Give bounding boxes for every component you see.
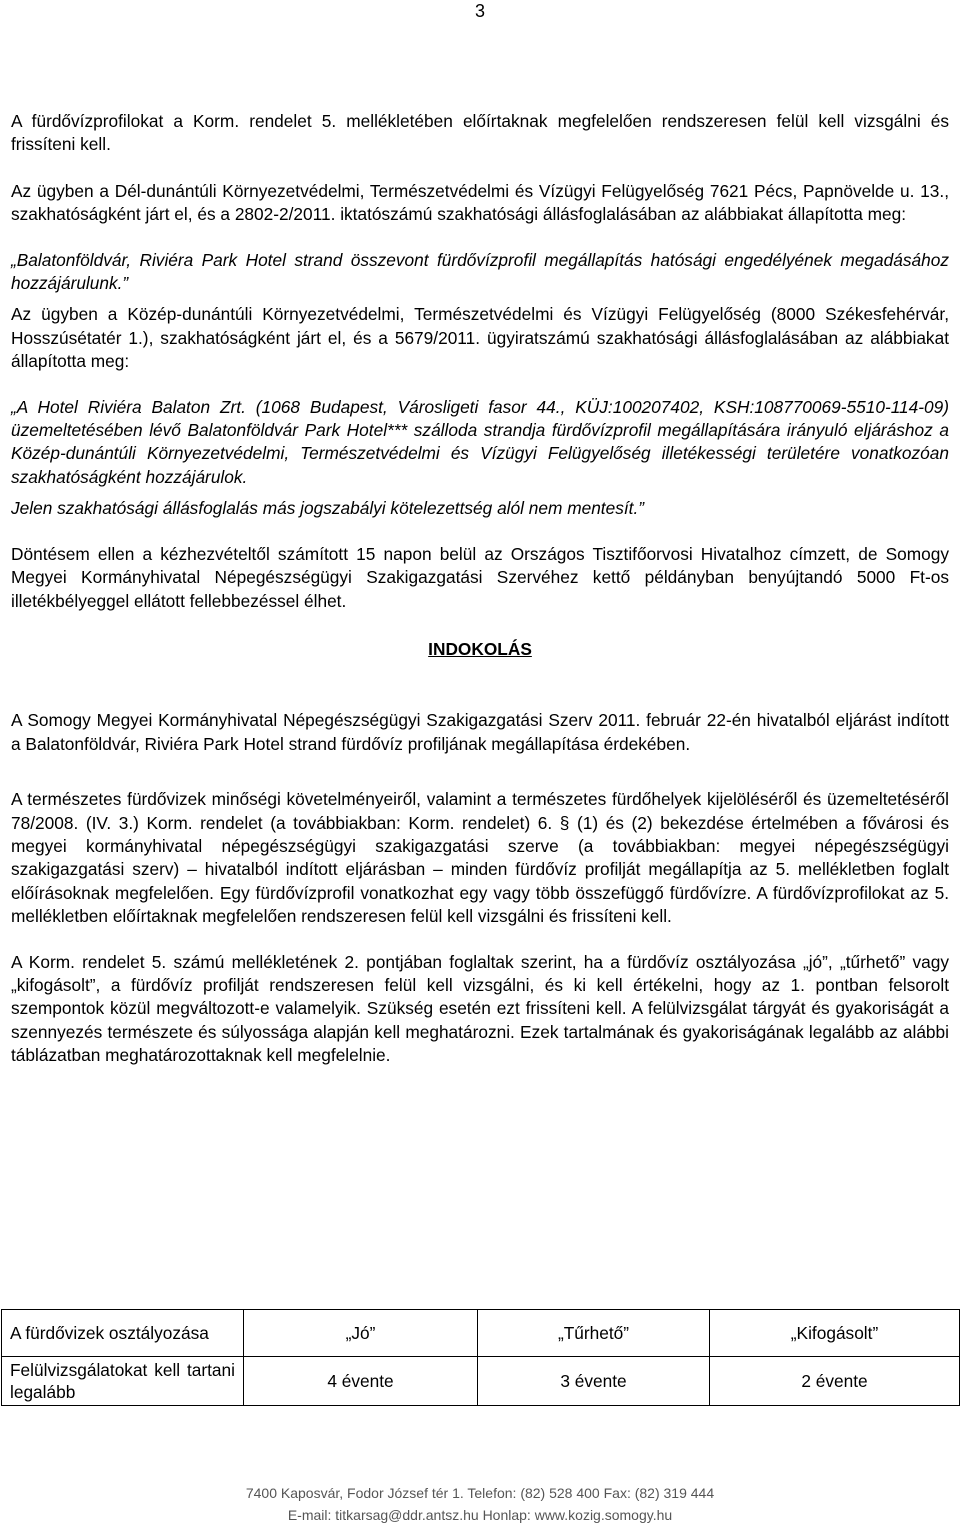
table-header-good: „Jó” [244, 1310, 478, 1357]
quote-central-authority-consent: „A Hotel Riviéra Balaton Zrt. (1068 Budapest, Városligeti fasor 44., KÜJ:100207402, KSH:108770069-5510-114-09) üzemeltetésében lévő Balatonföldvár Park Hotel*** szálloda strandja fürdővízprofil megállapítására irányuló eljáráshoz a Közép-dunántúli Környezetvédelmi, Természetvédelmi és Vízügyi Felügyelőség illetékességi területére vonatkozóan szakhatóságként hozzájárulok. [11, 396, 949, 487]
footer-address: 7400 Kaposvár, Fodor József tér 1. Telefon: (82) 528 400 Fax: (82) 319 444 [245, 1485, 715, 1501]
table-header-tolerable: „Tűrhető” [478, 1310, 710, 1357]
paragraph-profile-review: A fürdővízprofilokat a Korm. rendelet 5. mellékletében előírtaknak megfelelően rendszeresen felül kell vizsgálni és frissíteni kell. [11, 111, 949, 155]
footer-contact: E-mail: titkarsag@ddr.antsz.hu Honlap: www.kozig.somogy.hu [287, 1507, 673, 1523]
paragraph-central-transdanubian-authority: Az ügyben a Közép-dunántúli Környezetvédelmi, Természetvédelmi és Vízügyi Felügyelőség (8000 Székesfehérvár, Hosszúsétatér 1.), szakhatóságként járt el, és a 5679/2011. ügyiratszámú szakhatósági állásfoglalásában az alábbiakat állapította meg: [11, 304, 949, 372]
table-header-classification: A fürdővizek osztályozása [2, 1310, 244, 1357]
table-cell-good-frequency: 4 évente [244, 1357, 478, 1406]
paragraph-procedure-start: A Somogy Megyei Kormányhivatal Népegészségügyi Szakigazgatási Szerv 2011. február 22-én hivatalból eljárást indított a Balatonföldvár, Riviéra Park Hotel strand fürdővíz profiljának megállapítása érdekében. [11, 710, 949, 754]
table-row [2, 1310, 960, 1357]
page-number: 3 [474, 1, 485, 21]
section-heading-indokolas: INDOKOLÁS [428, 638, 532, 659]
paragraph-appeal-rights: Döntésem ellen a kézhezvételtől számított 15 napon belül az Országos Tisztifőorvosi Hivatalhoz címzett, de Somogy Megyei Kormányhivatal Népegészségügyi Szakigazgatási Szervéhez kettő példányban benyújtandó 5000 Ft-os illetékbélyeggel ellátott fellebbezéssel élhet. [11, 543, 949, 611]
table-cell-objectionable-frequency: 2 évente [710, 1357, 960, 1406]
review-frequency-table [1, 1309, 960, 1406]
table-header-objectionable: „Kifogásolt” [710, 1310, 960, 1357]
paragraph-review-frequency: A Korm. rendelet 5. számú mellékletének 2. pontjában foglaltak szerint, ha a fürdővíz osztályozása „jó”, „tűrhető” vagy „kifogásolt”, a fürdővíz profilját rendszeresen felül kell vizsgálni, és ki kell értékelni, hogy az 1. pontban felsorolt szempontok közül megváltozott-e valamelyik. Szükség esetén ezt frissíteni kell. A felülvizsgálat tárgyát és gyakoriságát a szennyezés természete és súlyossága alapján kell meghatározni. Ezek tartalmának és gyakoriságának legalább az alábbi táblázatban meghatározottaknak kell megfelelnie. [11, 951, 949, 1066]
quote-no-exemption: Jelen szakhatósági állásfoglalás más jogszabályi kötelezettség alól nem mentesít.” [11, 498, 645, 519]
table-row [2, 1357, 960, 1406]
paragraph-legal-basis: A természetes fürdővizek minőségi követelményeiről, valamint a természetes fürdőhelyek kijelöléséről és üzemeltetéséről 78/2008. (IV. 3.) Korm. rendelet (a továbbiakban: Korm. rendelet) 6. § (1) és (2) bekezdése értelmében a fővárosi és megyei kormányhivatal népegészségügyi szakigazgatási szerve (a továbbiakban: megyei népegészségügyi szakigazgatási szerv) – hivatalból indított eljárásban – minden fürdővíz profilját megállapítja az 5. mellékletben foglalt előírásoknak megfelelően. Egy fürdővízprofil vonatkozhat egy vagy több összefüggő fürdővízre. A fürdővízprofilokat az 5. mellékletben előírtaknak megfelelően rendszeresen felül kell vizsgálni és frissíteni kell. [11, 789, 949, 927]
table-cell-tolerable-frequency: 3 évente [478, 1357, 710, 1406]
quote-south-authority-consent: „Balatonföldvár, Riviéra Park Hotel strand összevont fürdővízprofil megállapítás hatósági engedélyének megadásához hozzájárulunk.” [11, 249, 949, 294]
table-row-label-review: Felülvizsgálatokat kell tartani legalább [2, 1357, 244, 1406]
paragraph-south-transdanubian-authority: Az ügyben a Dél-dunántúli Környezetvédelmi, Természetvédelmi és Vízügyi Felügyelőség 7621 Pécs, Papnövelde u. 13., szakhatóságként járt el, és a 2802-2/2011. iktatószámú szakhatósági állásfoglalásában az alábbiakat állapította meg: [11, 180, 949, 225]
document-body [11, 110, 949, 1068]
page-footer [0, 1482, 960, 1526]
